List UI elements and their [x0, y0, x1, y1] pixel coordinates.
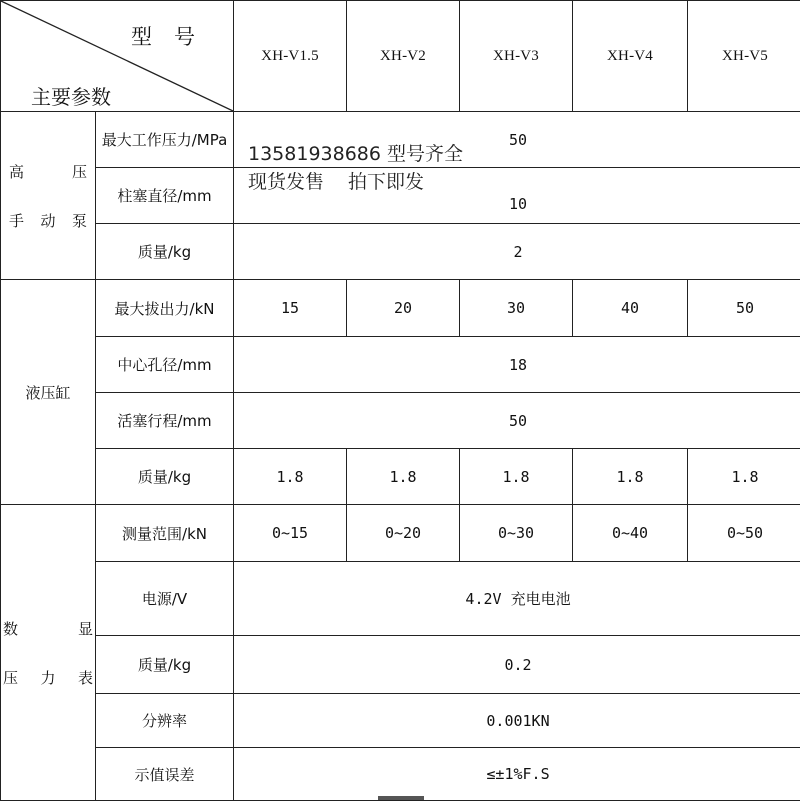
- param-value: 15: [234, 280, 347, 337]
- param-value: 18: [234, 337, 800, 393]
- param-label: 质量/kg: [96, 449, 234, 505]
- group-gauge-line1: 数 显: [3, 618, 93, 639]
- param-value: 0~15: [234, 505, 347, 562]
- table-row: [1, 636, 800, 694]
- group-gauge-line2: 压 力 表: [3, 667, 93, 688]
- group-pump: [1, 112, 96, 280]
- table-row: [1, 694, 800, 748]
- param-value: 0.001KN: [234, 694, 800, 748]
- param-value: 0.2: [234, 636, 800, 694]
- param-value: 1.8: [460, 449, 573, 505]
- param-label: 中心孔径/mm: [96, 337, 234, 393]
- bottom-edge-mark: [378, 796, 424, 800]
- param-label: 分辨率: [96, 694, 234, 748]
- table-row: [1, 280, 800, 337]
- param-value: 30: [460, 280, 573, 337]
- group-cylinder: 液压缸: [1, 280, 96, 505]
- table-row: [1, 562, 800, 636]
- param-value: 1.8: [347, 449, 460, 505]
- param-value: 0~20: [347, 505, 460, 562]
- param-value: 50: [234, 112, 800, 168]
- table-row: [1, 449, 800, 505]
- param-value: 0~30: [460, 505, 573, 562]
- table-row: [1, 224, 800, 280]
- table-row: [1, 748, 800, 801]
- param-label: 最大工作压力/MPa: [96, 112, 234, 168]
- param-label: 测量范围/kN: [96, 505, 234, 562]
- param-value: 50: [234, 393, 800, 449]
- param-value: 0~50: [688, 505, 800, 562]
- model-header: XH-V3: [460, 1, 573, 112]
- param-label: 活塞行程/mm: [96, 393, 234, 449]
- param-value: 40: [573, 280, 688, 337]
- group-gauge: [1, 505, 96, 801]
- contact-overlay: [248, 140, 463, 196]
- param-value: 10: [234, 168, 800, 224]
- param-value: 50: [688, 280, 800, 337]
- corner-param-label: 主要参数: [31, 81, 111, 110]
- table-row: [1, 505, 800, 562]
- model-header: XH-V2: [347, 1, 460, 112]
- param-value: 1.8: [688, 449, 800, 505]
- contact-overlay-line2: 现货发售 拍下即发: [248, 168, 463, 196]
- param-label: 柱塞直径/mm: [96, 168, 234, 224]
- param-value: 1.8: [234, 449, 347, 505]
- param-value: 4.2V 充电电池: [234, 562, 800, 636]
- param-label: 质量/kg: [96, 636, 234, 694]
- group-pump-line2: 手 动 泵: [9, 210, 87, 231]
- header-row: [1, 1, 800, 112]
- param-value: 20: [347, 280, 460, 337]
- param-label: 示值误差: [96, 748, 234, 801]
- corner-cell: [1, 1, 234, 112]
- table-row: [1, 393, 800, 449]
- contact-overlay-line1: 13581938686 型号齐全: [248, 140, 463, 168]
- param-label: 质量/kg: [96, 224, 234, 280]
- corner-model-label: 型号: [131, 21, 217, 51]
- param-value: ≤±1%F.S: [234, 748, 800, 801]
- param-label: 最大拔出力/kN: [96, 280, 234, 337]
- model-header: XH-V1.5: [234, 1, 347, 112]
- group-pump-line1: 高 压: [9, 161, 87, 182]
- model-header: XH-V4: [573, 1, 688, 112]
- param-value: 2: [234, 224, 800, 280]
- model-header: XH-V5: [688, 1, 800, 112]
- param-value: 0~40: [573, 505, 688, 562]
- table-row: [1, 337, 800, 393]
- param-value: 1.8: [573, 449, 688, 505]
- param-label: 电源/V: [96, 562, 234, 636]
